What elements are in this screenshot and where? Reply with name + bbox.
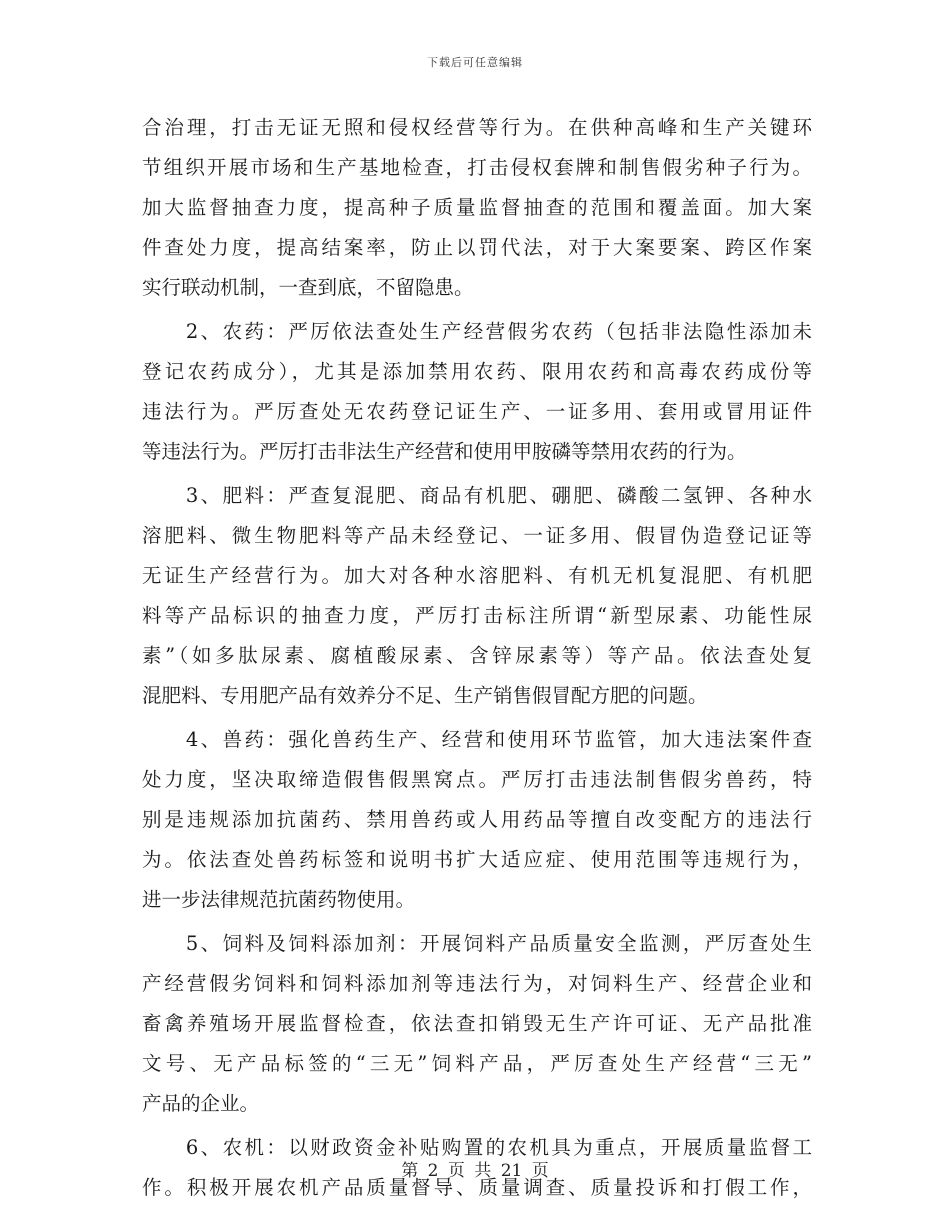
text-line: 合治理，打击无证无照和侵权经营等行为。在供种高峰和生产关键环 [142,116,812,139]
page-number: 第 2 页 共 21 页 [401,1161,549,1181]
text-line: 登记农药成分），尤其是添加禁用农药、限用农药和高毒农药成份等 [142,360,812,383]
text-line: 溶肥料、微生物肥料等产品未经登记、一证多用、假冒伪造登记证等 [142,524,812,547]
text-line: 畜禽养殖场开展监督检查，依法查扣销毁无生产许可证、无产品批准 [142,1012,812,1035]
text-line: 等违法行为。严厉打击非法生产经营和使用甲胺磷等禁用农药的行为。 [142,440,747,463]
text-line: 6、农机：以财政资金补贴购置的农机具为重点，开展质量监督工 [142,1136,812,1159]
text-line: 加大监督抽查力度，提高种子质量监督抽查的范围和覆盖面。加大案 [142,196,812,219]
text-line: 处力度，坚决取缔造假售假黑窝点。严厉打击违法制售假劣兽药，特 [142,768,812,791]
text-line: 2、农药：严厉依法查处生产经营假劣农药（包括非法隐性添加未 [142,320,812,343]
page-header: 下载后可任意编辑 [427,56,523,69]
document-body [142,108,812,1208]
text-line: 实行联动机制，一查到底，不留隐患。 [142,276,474,299]
text-line: 料等产品标识的抽查力度，严厉打击标注所谓“新型尿素、功能性尿 [142,604,812,627]
text-line: 5、饲料及饲料添加剂：开展饲料产品质量安全监测，严厉查处生 [142,932,812,955]
text-line: 节组织开展市场和生产基地检查，打击侵权套牌和制售假劣种子行为。 [142,156,812,179]
text-line: 进一步法律规范抗菌药物使用。 [142,888,416,911]
text-line: 产品的企业。 [142,1092,260,1115]
text-line: 产经营假劣饲料和饲料添加剂等违法行为，对饲料生产、经营企业和 [142,972,812,995]
text-line: 素”（如多肽尿素、腐植酸尿素、含锌尿素等）等产品。依法查处复 [142,644,812,667]
text-line: 件查处力度，提高结案率，防止以罚代法，对于大案要案、跨区作案 [142,236,812,259]
text-line: 作。积极开展农机产品质量督导、质量调查、质量投诉和打假工作， [142,1176,812,1199]
text-line: 4、兽药：强化兽药生产、经营和使用环节监管，加大违法案件查 [142,728,812,751]
text-line: 别是违规添加抗菌药、禁用兽药或人用药品等擅自改变配方的违法行 [142,808,812,831]
text-line: 为。依法查处兽药标签和说明书扩大适应症、使用范围等违规行为， [142,848,812,871]
text-line: 混肥料、专用肥产品有效养分不足、生产销售假冒配方肥的问题。 [142,684,708,707]
text-line: 3、肥料：严查复混肥、商品有机肥、硼肥、磷酸二氢钾、各种水 [142,484,812,507]
text-line: 文号、无产品标签的“三无”饲料产品，严厉查处生产经营“三无” [142,1052,812,1075]
text-line: 无证生产经营行为。加大对各种水溶肥料、有机无机复混肥、有机肥 [142,564,812,587]
text-line: 违法行为。严厉查处无农药登记证生产、一证多用、套用或冒用证件 [142,400,812,423]
